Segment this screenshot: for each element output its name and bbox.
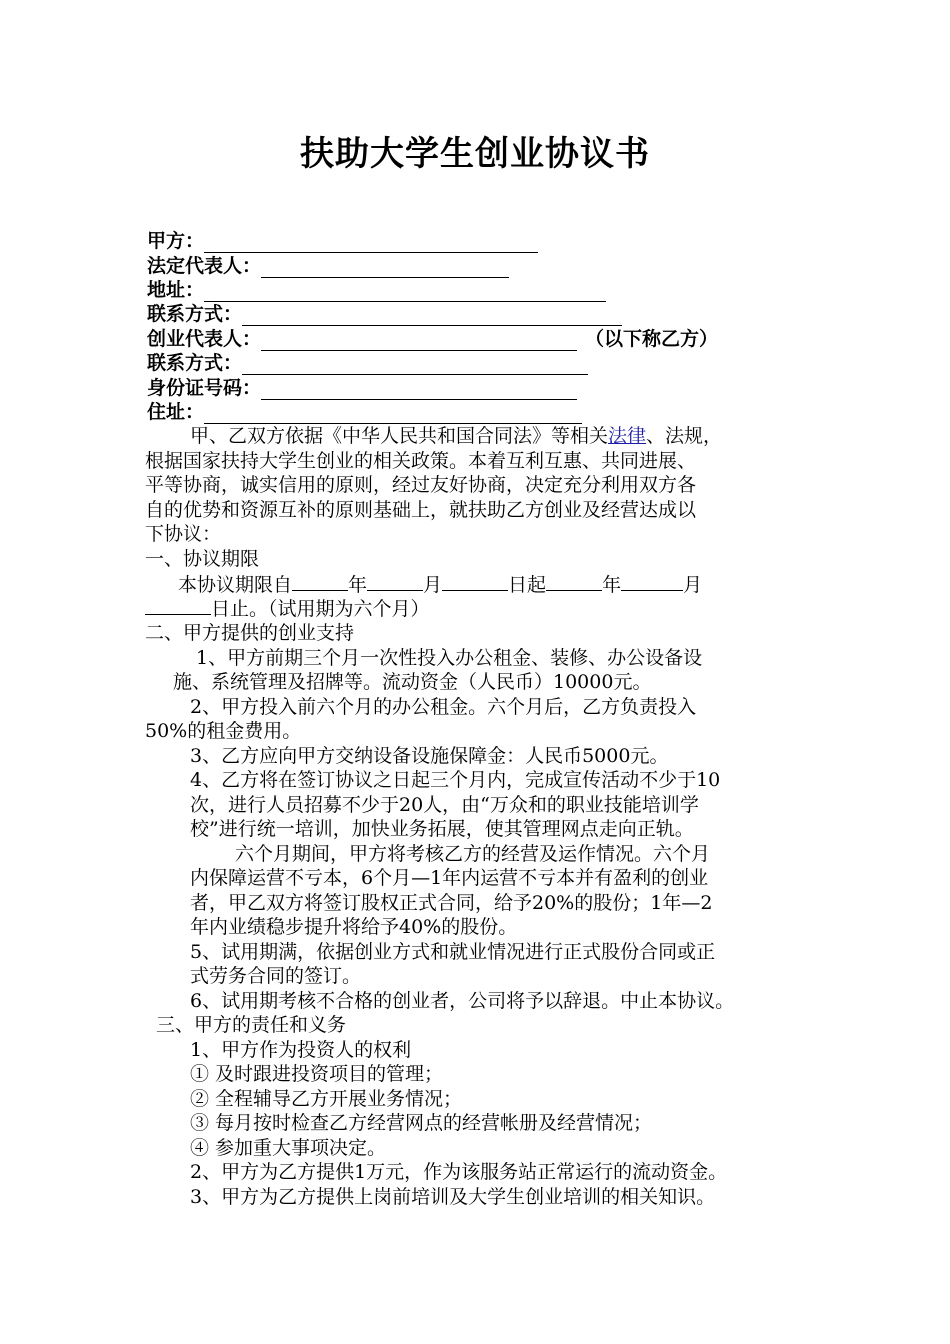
- intro-line: 下协议：: [145, 523, 222, 545]
- term-text: 年: [602, 574, 622, 596]
- term-text: 年: [348, 574, 368, 596]
- field-contact-b: [147, 348, 588, 372]
- blank-line: [367, 572, 423, 591]
- fill-line: [204, 232, 538, 253]
- clause-line: 年内业绩稳步提升将给予40%的股份。: [190, 916, 518, 938]
- intro-line: 平等协商，诚实信用的原则，经过友好协商，决定充分利用双方各: [145, 474, 697, 496]
- term-text: 月: [423, 574, 443, 596]
- clause-line: 次，进行人员招募不少于20人，由“万众和的职业技能培训学: [190, 794, 699, 816]
- clause-line: 式劳务合同的签订。: [190, 965, 362, 987]
- clause-line: 1、甲方前期三个月一次性投入办公租金、装修、办公设备设: [196, 647, 703, 669]
- field-label: 联系方式：: [147, 352, 243, 374]
- section-heading: 二、甲方提供的创业支持: [145, 622, 355, 644]
- term-text: 日起: [508, 574, 547, 596]
- field-party-a: [147, 226, 538, 250]
- section-heading: 三、甲方的责任和义务: [156, 1014, 347, 1036]
- fill-line: [242, 305, 622, 326]
- clause-line: 3、乙方应向甲方交纳设备设施保障金：人民币5000元。: [190, 745, 669, 767]
- field-residence: [147, 397, 582, 421]
- clause-line: 5、试用期满，依据创业方式和就业情况进行正式股份合同或正: [190, 941, 716, 963]
- field-label: 地址：: [147, 279, 205, 301]
- field-contact-a: [147, 299, 622, 323]
- intro-line: 自的优势和资源互补的原则基础上，就扶助乙方创业及经营达成以: [145, 499, 697, 521]
- term-text: 日止。（试用期为六个月）: [211, 598, 430, 620]
- intro-text: 、法规，: [646, 425, 723, 447]
- clause-line: 1、甲方作为投资人的权利: [190, 1039, 412, 1061]
- blank-line: [442, 572, 508, 591]
- clause-line: 施、系统管理及招牌等。流动资金（人民币）10000元。: [173, 671, 652, 693]
- term-text: 本协议期限自: [178, 574, 293, 596]
- clause-line: ② 全程辅导乙方开展业务情况；: [190, 1088, 463, 1110]
- section-heading: 一、协议期限: [145, 548, 260, 570]
- clause-line: ① 及时跟进投资项目的管理；: [190, 1063, 444, 1085]
- field-address: [147, 275, 606, 299]
- clause-line: 者，甲乙双方将签订股权正式合同，给予20%的股份；1年—2: [190, 892, 713, 914]
- field-startup-rep: [147, 324, 718, 348]
- blank-line: [145, 596, 211, 615]
- term-line: [145, 596, 430, 622]
- field-label: 住址：: [147, 401, 205, 423]
- term-text: 月: [683, 574, 703, 596]
- field-label: 联系方式：: [147, 303, 243, 325]
- term-line: [178, 572, 702, 598]
- clause-line: 3、甲方为乙方提供上岗前培训及大学生创业培训的相关知识。: [190, 1186, 716, 1208]
- clause-line: 6、试用期考核不合格的创业者，公司将予以辞退。中止本协议。: [190, 990, 735, 1012]
- clause-line: 校”进行统一培训，加快业务拓展，使其管理网点走向正轨。: [190, 818, 694, 840]
- document-title: 扶助大学生创业协议书: [300, 134, 650, 174]
- clause-line: 4、乙方将在签订协议之日起三个月内，完成宣传活动不少于10: [190, 769, 721, 791]
- blank-line: [546, 572, 602, 591]
- clause-line: 2、甲方投入前六个月的办公租金。六个月后，乙方负责投入: [190, 696, 697, 718]
- law-link[interactable]: 法律: [608, 425, 647, 447]
- field-label: 身份证号码：: [147, 377, 262, 399]
- clause-line: ④ 参加重大事项决定。: [190, 1137, 387, 1159]
- field-legal-rep: [147, 251, 509, 275]
- field-label: 创业代表人：: [147, 328, 262, 350]
- field-suffix: （以下称乙方）: [585, 328, 719, 350]
- field-label: 甲方：: [147, 230, 205, 252]
- field-id-number: [147, 373, 577, 397]
- blank-line: [292, 572, 348, 591]
- clause-line: 50%的租金费用。: [145, 720, 302, 742]
- field-label: 法定代表人：: [147, 255, 262, 277]
- clause-line: ③ 每月按时检查乙方经营网点的经营帐册及经营情况；: [190, 1112, 653, 1134]
- intro-line: 根据国家扶持大学生创业的相关政策。本着互利互惠、共同进展、: [145, 450, 697, 472]
- intro-text: 甲、乙双方依据《中华人民共和国合同法》等相关: [190, 425, 609, 447]
- blank-line: [621, 572, 683, 591]
- intro-line: [190, 424, 722, 449]
- clause-line: 2、甲方为乙方提供1万元，作为该服务站正常运行的流动资金。: [190, 1161, 728, 1183]
- clause-line: 内保障运营不亏本，6个月—1年内运营不亏本并有盈利的创业: [190, 867, 709, 889]
- fill-line: [242, 354, 588, 375]
- clause-line: 六个月期间，甲方将考核乙方的经营及运作情况。六个月: [235, 843, 711, 865]
- fill-line: [204, 403, 582, 424]
